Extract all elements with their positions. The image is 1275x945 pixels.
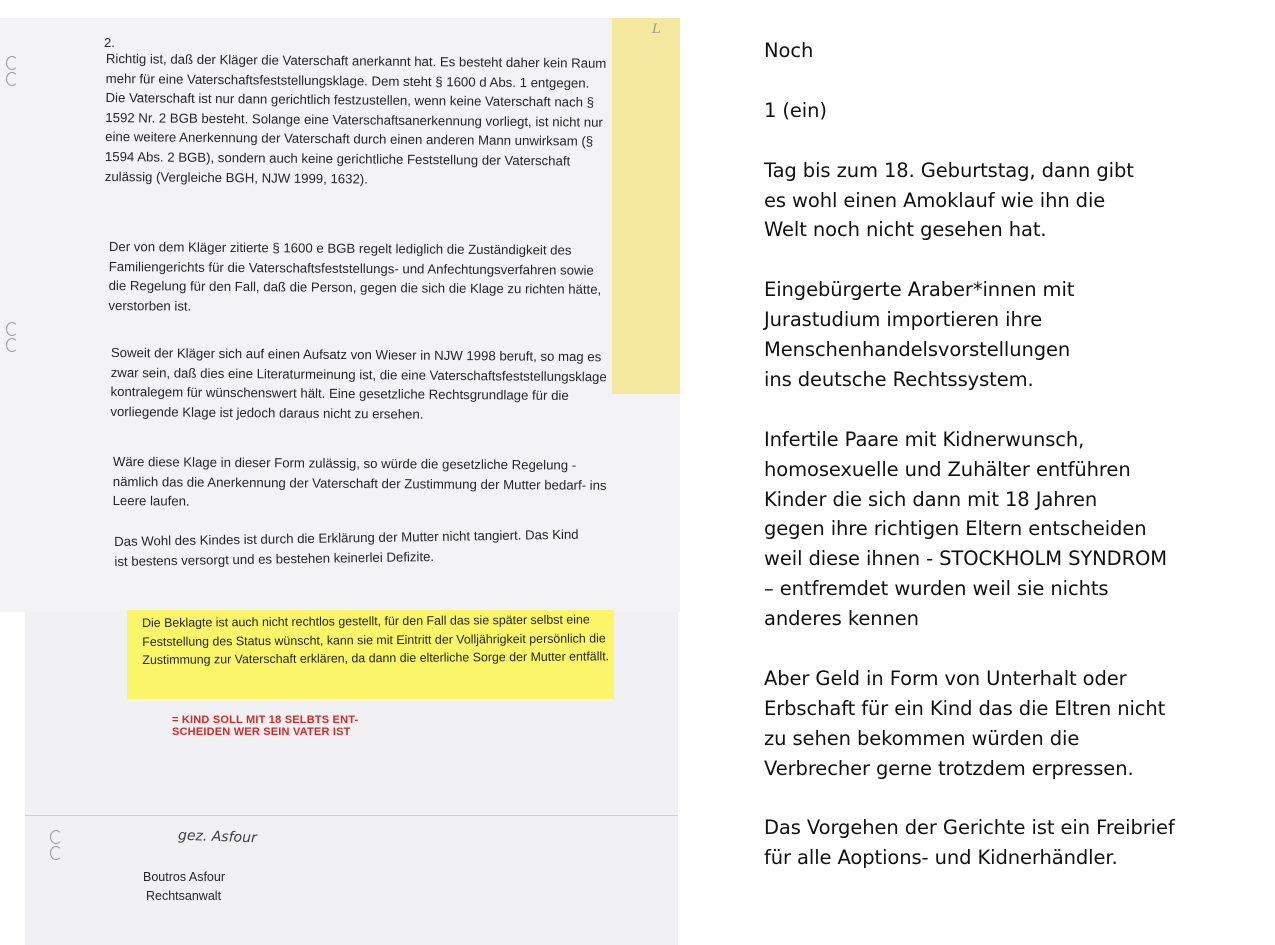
commentary-line: – entfremdet wurden weil sie nichts <box>764 577 1109 601</box>
commentary-text <box>764 36 1269 873</box>
commentary-line: für alle Aoptions- und Kidnerhändler. <box>764 846 1118 870</box>
lawyer-name: Boutros Asfour <box>143 870 225 884</box>
commentary-line: Aber Geld in Form von Unterhalt oder <box>764 666 1127 690</box>
commentary-line: Jurastudium importieren ihre <box>764 308 1043 332</box>
document-paragraph: Der von dem Kläger zitierte § 1600 e BGB regelt lediglich die Zuständigkeit des Familiengerichts für die Vaterschaftsfeststellungs- und Anfechtungsverfahren sowie die Regelung für den Fall, daß die Person, gegen die sich die Klage zu richten hätte, verstorben ist. <box>108 238 602 314</box>
commentary-line: Menschenhandelsvorstellungen <box>764 338 1071 362</box>
commentary-line: zu sehen bekommen würden die <box>764 726 1080 750</box>
red-annotation <box>172 714 358 738</box>
page-number: 2. <box>104 35 115 50</box>
lawyer-title: Rechtsanwalt <box>146 889 222 903</box>
commentary-line: gegen ihre richtigen Eltern entscheiden <box>764 517 1147 541</box>
commentary-line: Tag bis zum 18. Geburtstag, dann gibt <box>764 158 1134 182</box>
commentary-line: weil diese ihnen - STOCKHOLM SYNDROM <box>764 547 1168 571</box>
red-annotation-line: = KIND SOLL MIT 18 SELBTS ENT- <box>172 714 359 726</box>
sticky-note-mark: L <box>652 22 661 37</box>
punch-hole-icon <box>6 338 18 352</box>
document-paragraph: Wäre diese Klage in dieser Form zulässig, so würde die gesetzliche Regelung -nämlich das die Anerkennung der Vaterschaft der Zustimmung der Mutter bedarf- ins Leere laufen. <box>112 453 607 509</box>
commentary-line: es wohl einen Amoklauf wie ihn die <box>764 188 1106 212</box>
commentary-line: 1 (ein) <box>764 98 827 122</box>
punch-hole-icon <box>6 72 18 86</box>
document-paragraph: Das Wohl des Kindes ist durch die Erklärung der Mutter nicht tangiert. Das Kind ist bestens versorgt und es bestehen keinerlei Defizite. <box>114 526 579 569</box>
commentary-line: Verbrecher gerne trotzdem erpressen. <box>764 756 1134 780</box>
punch-hole-icon <box>6 322 18 336</box>
document-paragraph: Richtig ist, daß der Kläger die Vaterschaft anerkannt hat. Es besteht daher kein Raum mehr für eine Vaterschaftsfeststellungsklage. Dem steht § 1600 d Abs. 1 entgegen. Die Vaterschaft ist nur dann gerichtlich festzustellen, wenn keine Vaterschaft nach § 1592 Nr. 2 BGB besteht. Solange eine Vaterschaftsanerkennung vorliegt, ist nicht nur eine weitere Anerkennung der Vaterschaft durch einen anderen Mann unwirksam (§ 1594 Abs. 2 BGB), sondern auch keine gerichtliche Feststellung der Vaterschaft zulässig (Vergleiche BGH, NJW 1999, 1632). <box>104 50 607 187</box>
sticky-note <box>612 18 680 394</box>
signature: gez. Asfour <box>177 827 258 847</box>
red-annotation-line: SCHEIDEN WER SEIN VATER IST <box>172 726 351 738</box>
commentary-line: anderes kennen <box>764 607 919 631</box>
punch-hole-icon <box>6 56 18 70</box>
commentary-line: Das Vorgehen der Gerichte ist ein Freibrief <box>764 816 1175 840</box>
highlighted-paragraph: Die Beklagte ist auch nicht rechtlos gestellt, für den Fall das sie später selbst eine Feststellung des Status wünscht, kann sie mit Eintritt der Volljährigkeit persönlich die Zustimmung zur Vaterschaft erklären, da dann die elterliche Sorge der Mutter entfällt. <box>142 612 610 668</box>
commentary-line: Noch <box>764 39 814 62</box>
punch-hole-icon <box>50 846 62 860</box>
commentary-line: ins deutsche Rechtssystem. <box>764 367 1034 391</box>
page-fold-line <box>25 815 678 816</box>
commentary-line: Eingebürgerte Araber*innen mit <box>764 278 1075 302</box>
commentary-line: Erbschaft für ein Kind das die Eltren nicht <box>764 696 1166 720</box>
punch-hole-icon <box>50 830 62 844</box>
commentary-line: Welt noch nicht gesehen hat. <box>764 218 1047 242</box>
commentary-line: Infertile Paare mit Kidnerwunsch, <box>764 427 1085 451</box>
commentary-line: homosexuelle und Zuhälter entführen <box>764 457 1131 481</box>
commentary-line: Kinder die sich dann mit 18 Jahren <box>764 487 1098 511</box>
document-paragraph: Soweit der Kläger sich auf einen Aufsatz von Wieser in NJW 1998 beruft, so mag es zwar sein, daß dies eine Literaturmeinung ist, die eine Vaterschaftsfeststellungsklage kontralegem für wünschenswert hält. Eine gesetzliche Rechtsgrundlage für die vorliegende Klage ist jedoch daraus nicht zu ersehen. <box>110 344 607 422</box>
